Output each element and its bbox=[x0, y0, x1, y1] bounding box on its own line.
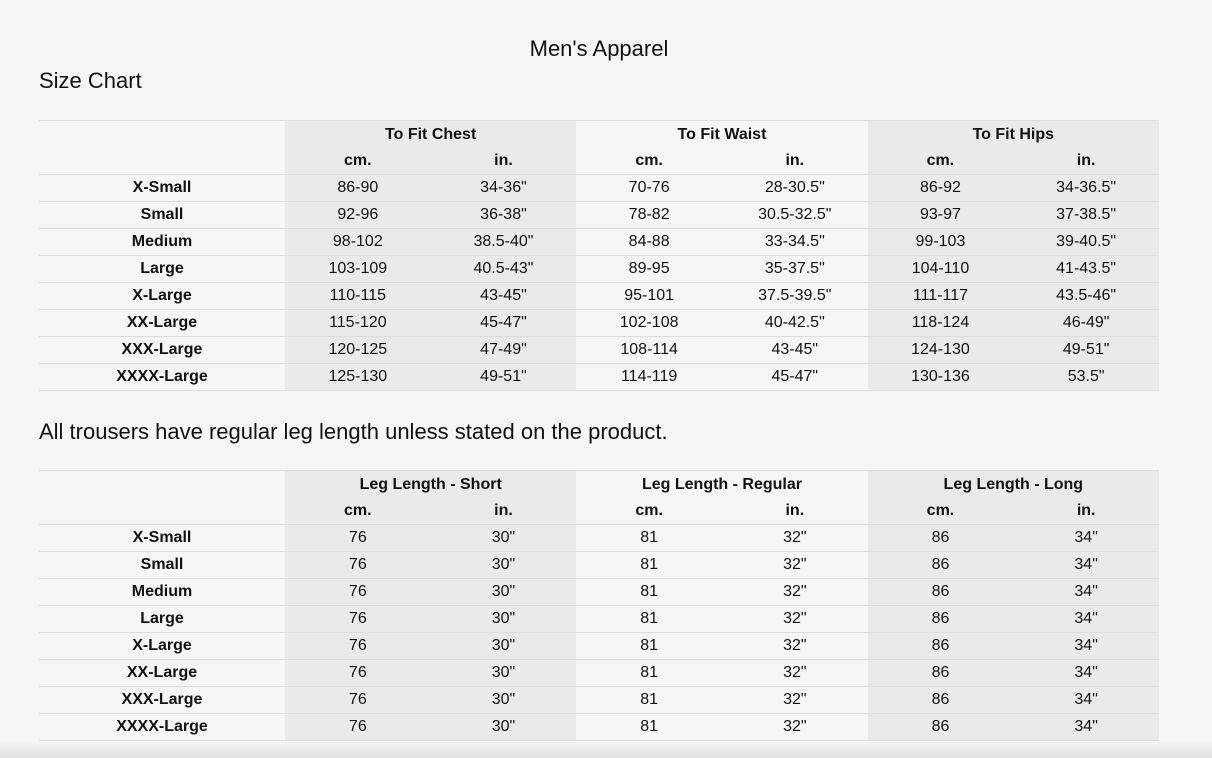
leg-regular-group-header: Leg Length - Regular bbox=[576, 471, 867, 499]
table-cell: 30" bbox=[431, 660, 577, 687]
table-cell: 81 bbox=[576, 660, 722, 687]
table-cell: 93-97 bbox=[868, 202, 1014, 229]
size-label: Medium bbox=[39, 229, 285, 256]
table-cell: 34" bbox=[1013, 579, 1159, 606]
table-cell: 34" bbox=[1013, 525, 1159, 552]
table-cell: 76 bbox=[285, 552, 431, 579]
leg-short-group-header: Leg Length - Short bbox=[285, 471, 576, 499]
table-cell: 30" bbox=[431, 525, 577, 552]
table-cell: 49-51" bbox=[431, 364, 577, 391]
table-cell: 110-115 bbox=[285, 283, 431, 310]
size-column-header bbox=[39, 471, 285, 499]
group-header-row bbox=[39, 121, 1159, 149]
table-cell: 76 bbox=[285, 660, 431, 687]
leg-long-group-header: Leg Length - Long bbox=[868, 471, 1159, 499]
table-cell: 95-101 bbox=[576, 283, 722, 310]
table-row bbox=[39, 364, 1159, 391]
table-cell: 103-109 bbox=[285, 256, 431, 283]
unit-header-row bbox=[39, 148, 1159, 175]
table-cell: 45-47" bbox=[431, 310, 577, 337]
table-cell: 32" bbox=[722, 714, 868, 741]
size-label: XXX-Large bbox=[39, 687, 285, 714]
table-cell: 124-130 bbox=[868, 337, 1014, 364]
trousers-note: All trousers have regular leg length unless stated on the product. bbox=[39, 419, 668, 444]
table-cell: 84-88 bbox=[576, 229, 722, 256]
table-cell: 76 bbox=[285, 606, 431, 633]
table-cell: 76 bbox=[285, 687, 431, 714]
unit-header: cm. bbox=[635, 152, 663, 169]
table-cell: 30.5-32.5" bbox=[722, 202, 868, 229]
unit-header-row bbox=[39, 498, 1159, 525]
unit-header: in. bbox=[1013, 498, 1159, 525]
table-cell: 86-92 bbox=[868, 175, 1014, 202]
unit-header-blank bbox=[39, 498, 285, 525]
unit-header: cm. bbox=[635, 502, 663, 519]
table-cell: 104-110 bbox=[868, 256, 1014, 283]
size-label: X-Large bbox=[39, 283, 285, 310]
size-label: X-Small bbox=[39, 175, 285, 202]
table-cell: 86-90 bbox=[285, 175, 431, 202]
table-cell: 92-96 bbox=[285, 202, 431, 229]
table-cell: 38.5-40" bbox=[431, 229, 577, 256]
table-cell: 114-119 bbox=[576, 364, 722, 391]
table-row bbox=[39, 310, 1159, 337]
table-cell: 99-103 bbox=[868, 229, 1014, 256]
size-label: XXXX-Large bbox=[39, 714, 285, 741]
table-cell: 53.5" bbox=[1013, 364, 1159, 391]
table-cell: 81 bbox=[576, 714, 722, 741]
unit-header: cm. bbox=[285, 148, 431, 175]
table-cell: 32" bbox=[722, 579, 868, 606]
table-row bbox=[39, 229, 1159, 256]
size-column-header bbox=[39, 121, 285, 149]
table-cell: 36-38" bbox=[431, 202, 577, 229]
table-row bbox=[39, 256, 1159, 283]
table-row bbox=[39, 175, 1159, 202]
table-cell: 102-108 bbox=[576, 310, 722, 337]
table-cell: 34" bbox=[1013, 633, 1159, 660]
table-cell: 81 bbox=[576, 579, 722, 606]
leg-length-table bbox=[39, 470, 1159, 741]
unit-header-blank bbox=[39, 148, 285, 175]
table-cell: 86 bbox=[868, 687, 1014, 714]
table-cell: 32" bbox=[722, 552, 868, 579]
size-label: Small bbox=[39, 552, 285, 579]
table-cell: 45-47" bbox=[722, 364, 868, 391]
size-label: Medium bbox=[39, 579, 285, 606]
table-cell: 81 bbox=[576, 687, 722, 714]
table-cell: 111-117 bbox=[868, 283, 1014, 310]
table-row bbox=[39, 606, 1159, 633]
table-cell: 86 bbox=[868, 633, 1014, 660]
table-cell: 86 bbox=[868, 552, 1014, 579]
table-cell: 86 bbox=[868, 660, 1014, 687]
size-label: XXXX-Large bbox=[39, 364, 285, 391]
table-cell: 34" bbox=[1013, 606, 1159, 633]
chest-group-header: To Fit Chest bbox=[285, 121, 576, 149]
table-row bbox=[39, 660, 1159, 687]
table-cell: 30" bbox=[431, 714, 577, 741]
size-label: Large bbox=[39, 606, 285, 633]
table-cell: 34-36.5" bbox=[1013, 175, 1159, 202]
table-row bbox=[39, 552, 1159, 579]
table-cell: 43-45" bbox=[722, 337, 868, 364]
size-label: Large bbox=[39, 256, 285, 283]
table-cell: 49-51" bbox=[1013, 337, 1159, 364]
table-cell: 35-37.5" bbox=[722, 256, 868, 283]
table-cell: 43-45" bbox=[431, 283, 577, 310]
unit-header: cm. bbox=[285, 498, 431, 525]
table-cell: 28-30.5" bbox=[722, 175, 868, 202]
size-label: X-Small bbox=[39, 525, 285, 552]
table-row bbox=[39, 337, 1159, 364]
waist-group-header: To Fit Waist bbox=[576, 121, 867, 149]
table-cell: 32" bbox=[722, 633, 868, 660]
table-cell: 32" bbox=[722, 525, 868, 552]
table-cell: 86 bbox=[868, 525, 1014, 552]
table-cell: 120-125 bbox=[285, 337, 431, 364]
table-cell: 34" bbox=[1013, 660, 1159, 687]
size-label: XX-Large bbox=[39, 310, 285, 337]
table-cell: 76 bbox=[285, 525, 431, 552]
table-cell: 37.5-39.5" bbox=[722, 283, 868, 310]
table-cell: 76 bbox=[285, 633, 431, 660]
table-row bbox=[39, 202, 1159, 229]
unit-header: cm. bbox=[868, 498, 1014, 525]
page-title: Men's Apparel bbox=[529, 36, 669, 61]
table-row bbox=[39, 579, 1159, 606]
table-cell: 118-124 bbox=[868, 310, 1014, 337]
unit-header: in. bbox=[431, 498, 577, 525]
hips-group-header: To Fit Hips bbox=[868, 121, 1159, 149]
size-chart-table bbox=[39, 120, 1159, 391]
table-cell: 47-49" bbox=[431, 337, 577, 364]
table-cell: 32" bbox=[722, 687, 868, 714]
table-cell: 33-34.5" bbox=[722, 229, 868, 256]
table-cell: 76 bbox=[285, 714, 431, 741]
unit-header: cm. bbox=[868, 148, 1014, 175]
table-cell: 70-76 bbox=[576, 175, 722, 202]
table-cell: 30" bbox=[431, 606, 577, 633]
table-cell: 34" bbox=[1013, 687, 1159, 714]
table-cell: 40-42.5" bbox=[722, 310, 868, 337]
table-cell: 125-130 bbox=[285, 364, 431, 391]
unit-header: in. bbox=[1013, 148, 1159, 175]
table-cell: 98-102 bbox=[285, 229, 431, 256]
table-cell: 32" bbox=[722, 660, 868, 687]
table-cell: 86 bbox=[868, 714, 1014, 741]
table-cell: 40.5-43" bbox=[431, 256, 577, 283]
table-row bbox=[39, 714, 1159, 741]
table-cell: 130-136 bbox=[868, 364, 1014, 391]
table-cell: 81 bbox=[576, 525, 722, 552]
unit-header: in. bbox=[785, 152, 805, 169]
table-cell: 30" bbox=[431, 687, 577, 714]
table-cell: 108-114 bbox=[576, 337, 722, 364]
table-cell: 39-40.5" bbox=[1013, 229, 1159, 256]
table-cell: 81 bbox=[576, 552, 722, 579]
table-row bbox=[39, 687, 1159, 714]
size-label: XXX-Large bbox=[39, 337, 285, 364]
table-cell: 30" bbox=[431, 552, 577, 579]
table-row bbox=[39, 525, 1159, 552]
table-cell: 32" bbox=[722, 606, 868, 633]
table-cell: 34" bbox=[1013, 714, 1159, 741]
table-cell: 37-38.5" bbox=[1013, 202, 1159, 229]
table-cell: 86 bbox=[868, 579, 1014, 606]
table-cell: 30" bbox=[431, 633, 577, 660]
size-label: XX-Large bbox=[39, 660, 285, 687]
group-header-row bbox=[39, 471, 1159, 499]
table-cell: 81 bbox=[576, 606, 722, 633]
table-cell: 46-49" bbox=[1013, 310, 1159, 337]
size-chart-heading: Size Chart bbox=[39, 68, 142, 93]
table-cell: 43.5-46" bbox=[1013, 283, 1159, 310]
unit-header: in. bbox=[785, 502, 805, 519]
size-label: X-Large bbox=[39, 633, 285, 660]
table-cell: 89-95 bbox=[576, 256, 722, 283]
table-cell: 34-36" bbox=[431, 175, 577, 202]
table-cell: 78-82 bbox=[576, 202, 722, 229]
table-cell: 34" bbox=[1013, 552, 1159, 579]
size-label: Small bbox=[39, 202, 285, 229]
table-row bbox=[39, 283, 1159, 310]
unit-header: in. bbox=[431, 148, 577, 175]
table-cell: 81 bbox=[576, 633, 722, 660]
table-cell: 76 bbox=[285, 579, 431, 606]
table-row bbox=[39, 633, 1159, 660]
table-cell: 41-43.5" bbox=[1013, 256, 1159, 283]
table-cell: 30" bbox=[431, 579, 577, 606]
table-cell: 86 bbox=[868, 606, 1014, 633]
table-cell: 115-120 bbox=[285, 310, 431, 337]
page-bottom-shadow bbox=[0, 740, 1212, 758]
